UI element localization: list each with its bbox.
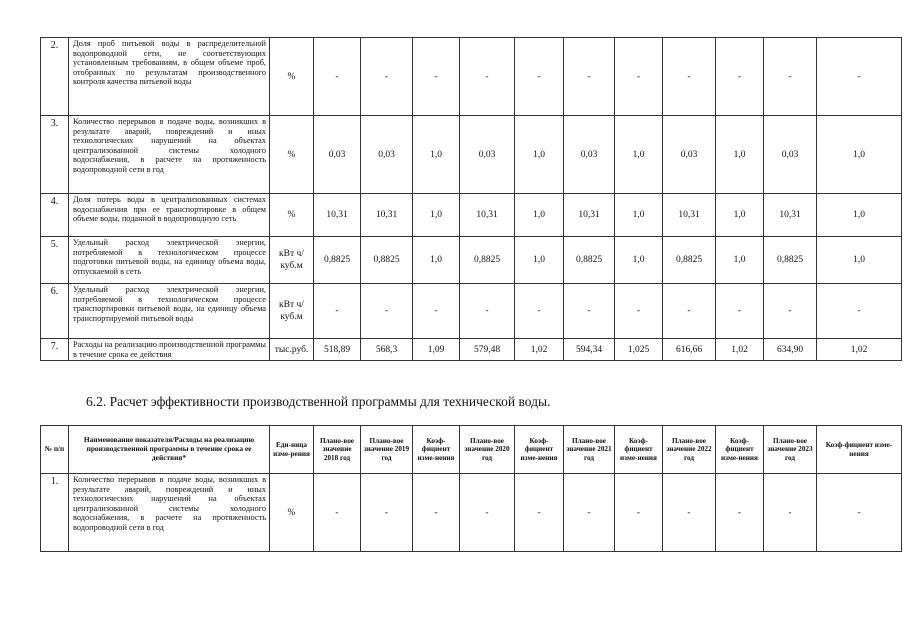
value-cell: - (764, 474, 817, 552)
header-col: Плано-вое значение 2020 год (460, 426, 515, 474)
table-row (41, 339, 902, 361)
row-number: 7. (41, 339, 69, 361)
value-cell: - (716, 474, 764, 552)
value-cell: - (817, 284, 902, 339)
table-row (41, 194, 902, 237)
indicators-table-technical-water (40, 425, 902, 552)
value-cell: 1,0 (515, 194, 564, 237)
unit-cell: тыс.руб. (270, 339, 314, 361)
value-cell: 1,0 (817, 194, 902, 237)
unit-cell: % (270, 38, 314, 116)
value-cell: 0,03 (361, 116, 413, 194)
table-header-row (41, 426, 902, 474)
value-cell: 0,8825 (361, 237, 413, 284)
value-cell: - (564, 474, 615, 552)
value-cell: 0,8825 (564, 237, 615, 284)
value-cell: - (817, 474, 902, 552)
value-cell: 0,8825 (663, 237, 716, 284)
value-cell: - (460, 284, 515, 339)
value-cell: 1,0 (515, 116, 564, 194)
value-cell: 1,0 (817, 116, 902, 194)
value-cell: 1,02 (716, 339, 764, 361)
value-cell: 10,31 (764, 194, 817, 237)
row-number: 5. (41, 237, 69, 284)
row-number: 6. (41, 284, 69, 339)
unit-cell: % (270, 474, 314, 552)
value-cell: 1,02 (817, 339, 902, 361)
value-cell: 0,8825 (460, 237, 515, 284)
value-cell: - (716, 284, 764, 339)
header-col: Плано-вое значение 2023 год (764, 426, 817, 474)
indicator-name: Количество перерывов в подаче воды, возникших в результате аварий, повреждений и иных технологических нарушений на объектах централизованной системы холодного водоснабжения, в расчете на протяженность водопроводной сети в год (69, 474, 270, 552)
indicator-name: Доля проб питьевой воды в распределительной водопроводной сети, не соответствующих установленным требованиям, в общем объеме проб, отобранных по результатам производственного контроля качества питьевой воды (69, 38, 270, 116)
value-cell: 0,8825 (314, 237, 361, 284)
header-col: Коэф-фициент изме-нения (716, 426, 764, 474)
value-cell: - (460, 38, 515, 116)
value-cell: - (817, 38, 902, 116)
value-cell: 1,0 (716, 116, 764, 194)
value-cell: - (716, 38, 764, 116)
value-cell: - (361, 284, 413, 339)
value-cell: 579,48 (460, 339, 515, 361)
header-col: Коэф-фициент изме-нения (615, 426, 663, 474)
value-cell: 634,90 (764, 339, 817, 361)
value-cell: 10,31 (460, 194, 515, 237)
value-cell: - (361, 474, 413, 552)
indicator-name: Удельный расход электрической энергии, потребляемой в технологическом процессе подготовки питьевой воды, на единицу объема воды, отпускаемой в сеть (69, 237, 270, 284)
table-row (41, 284, 902, 339)
value-cell: - (615, 38, 663, 116)
value-cell: 1,0 (413, 237, 460, 284)
value-cell: 0,03 (564, 116, 615, 194)
row-number: 3. (41, 116, 69, 194)
value-cell: 1,0 (615, 116, 663, 194)
value-cell: - (413, 474, 460, 552)
value-cell: 1,0 (515, 237, 564, 284)
value-cell: 1,0 (716, 194, 764, 237)
row-number: 1. (41, 474, 69, 552)
indicator-name: Расходы на реализацию производственной программы в течение срока ее действия (69, 339, 270, 361)
value-cell: 1,0 (413, 116, 460, 194)
value-cell: 1,09 (413, 339, 460, 361)
unit-cell: кВт ч/куб.м (270, 284, 314, 339)
value-cell: 518,89 (314, 339, 361, 361)
header-col: Плано-вое значение 2022 год (663, 426, 716, 474)
value-cell: 1,0 (716, 237, 764, 284)
value-cell: 10,31 (361, 194, 413, 237)
value-cell: - (615, 474, 663, 552)
header-num: № п/п (41, 426, 69, 474)
value-cell: 0,03 (314, 116, 361, 194)
table-row (41, 38, 902, 116)
value-cell: 1,025 (615, 339, 663, 361)
value-cell: 0,03 (663, 116, 716, 194)
value-cell: 10,31 (314, 194, 361, 237)
value-cell: - (663, 474, 716, 552)
table-row (41, 116, 902, 194)
value-cell: - (314, 38, 361, 116)
value-cell: 10,31 (663, 194, 716, 237)
value-cell: - (314, 284, 361, 339)
value-cell: - (564, 38, 615, 116)
value-cell: 594,34 (564, 339, 615, 361)
value-cell: - (663, 284, 716, 339)
value-cell: - (764, 284, 817, 339)
value-cell: - (361, 38, 413, 116)
value-cell: - (460, 474, 515, 552)
header-name: Наименование показателя/Расходы на реализацию производственной программы в течение срока ее действия* (69, 426, 270, 474)
indicator-name: Доля потерь воды в централизованных системах водоснабжения при ее транспортировке в общем объеме воды, поданной в водопроводную сеть (69, 194, 270, 237)
indicator-name: Количество перерывов в подаче воды, возникших в результате аварий, повреждений и иных технологических нарушений на объектах централизованной системы холодного водоснабжения, в расчете на протяженность водопроводной сети в год (69, 116, 270, 194)
value-cell: 1,0 (615, 237, 663, 284)
header-unit: Еди-ница изме-рения (270, 426, 314, 474)
unit-cell: % (270, 194, 314, 237)
unit-cell: % (270, 116, 314, 194)
row-number: 2. (41, 38, 69, 116)
header-col: Плано-вое значение 2019 год (361, 426, 413, 474)
header-col: Плано-вое значение 2018 год (314, 426, 361, 474)
value-cell: 1,0 (615, 194, 663, 237)
value-cell: - (515, 474, 564, 552)
value-cell: - (764, 38, 817, 116)
row-number: 4. (41, 194, 69, 237)
value-cell: - (515, 38, 564, 116)
value-cell: - (615, 284, 663, 339)
header-col: Коэф-фициент изме-нения (515, 426, 564, 474)
value-cell: - (413, 284, 460, 339)
value-cell: - (663, 38, 716, 116)
header-col: Плано-вое значение 2021 год (564, 426, 615, 474)
header-col: Коэф-фициент изме-нения (817, 426, 902, 474)
value-cell: - (564, 284, 615, 339)
value-cell: 1,02 (515, 339, 564, 361)
table-row (41, 474, 902, 552)
value-cell: - (314, 474, 361, 552)
value-cell: - (413, 38, 460, 116)
value-cell: 0,03 (764, 116, 817, 194)
value-cell: 10,31 (564, 194, 615, 237)
header-col: Коэф-фициент изме-нения (413, 426, 460, 474)
unit-cell: кВт ч/куб.м (270, 237, 314, 284)
value-cell: 0,03 (460, 116, 515, 194)
value-cell: 0,8825 (764, 237, 817, 284)
table-row (41, 237, 902, 284)
value-cell: 1,0 (413, 194, 460, 237)
indicators-table-drinking-water (40, 37, 902, 361)
value-cell: 616,66 (663, 339, 716, 361)
value-cell: - (515, 284, 564, 339)
value-cell: 568,3 (361, 339, 413, 361)
value-cell: 1,0 (817, 237, 902, 284)
indicator-name: Удельный расход электрической энергии, потребляемой в технологическом процессе транспортировки питьевой воды, на единицу объема транспортируемой питьевой воды (69, 284, 270, 339)
section-title: 6.2. Расчет эффективности производственной программы для технической воды. (86, 394, 551, 409)
